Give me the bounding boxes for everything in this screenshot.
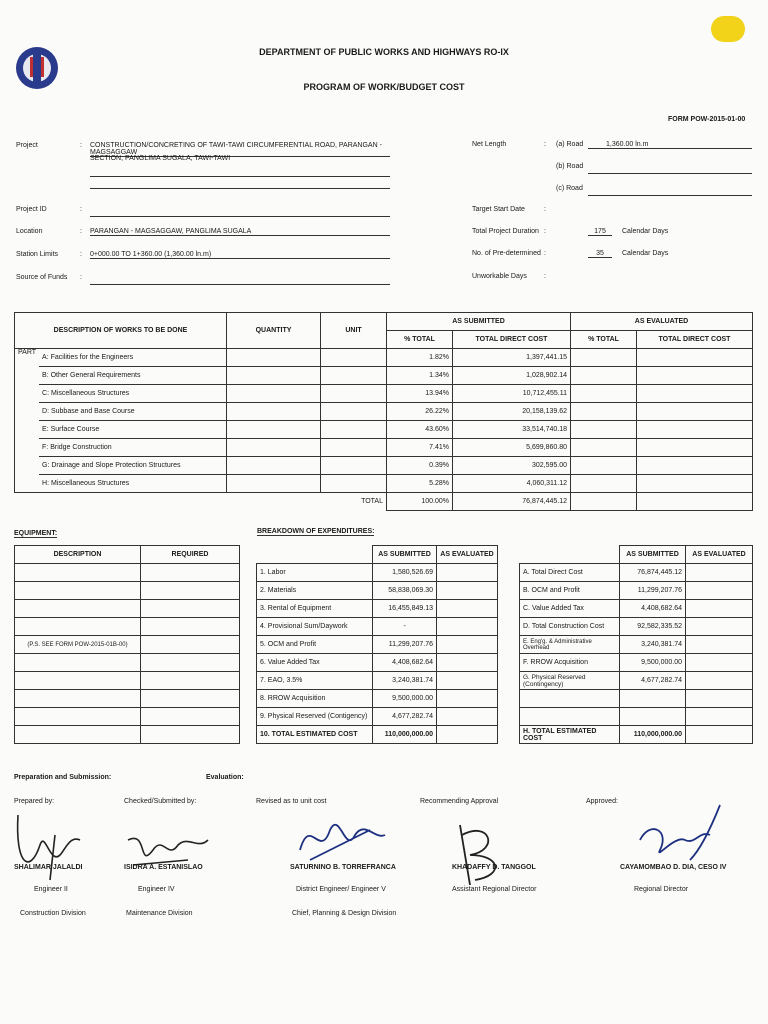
signatory-1-title: Engineer II xyxy=(34,886,68,893)
bd-total-value: 110,000,000.00 xyxy=(620,726,686,744)
bd-value: 58,838,069.30 xyxy=(373,582,437,600)
revised-label: Revised as to unit cost xyxy=(256,798,327,805)
equipment-desc-header: DESCRIPTION xyxy=(15,546,141,564)
eval-total-direct-cost-header: TOTAL DIRECT COST xyxy=(637,331,753,349)
bd-right-submitted-header: AS SUBMITTED xyxy=(620,546,686,564)
location-value: PARANGAN - MAGSAGGAW, PANGLIMA SUGALA xyxy=(90,228,390,236)
signatory-5-title: Regional Director xyxy=(634,886,689,893)
signatory-3-title: District Engineer/ Engineer V xyxy=(296,886,386,893)
bd-value: 4,408,682.64 xyxy=(373,654,437,672)
bd-label: 2. Materials xyxy=(257,582,373,600)
road-a-value: 1,360.00 ln.m xyxy=(588,141,752,149)
as-submitted-header: AS SUBMITTED xyxy=(387,313,571,331)
bd-label: D. Total Construction Cost xyxy=(520,618,620,636)
duration-label: Total Project Duration xyxy=(472,228,539,235)
equipment-table xyxy=(14,545,240,744)
bd-label: 5. OCM and Profit xyxy=(257,636,373,654)
bd-value: 11,299,207.76 xyxy=(373,636,437,654)
bd-label: 9. Physical Reserved (Contigency) xyxy=(257,708,373,726)
breakdown-right-table xyxy=(519,545,753,744)
table-row xyxy=(15,475,753,493)
unworkable-label: Unworkable Days xyxy=(472,273,527,280)
net-length-label: Net Length xyxy=(472,141,507,148)
signatory-5-name: CAYAMOMBAO D. DIA, CESO IV xyxy=(620,864,727,871)
recommending-label: Recommending Approval xyxy=(420,798,499,805)
page-title: PROGRAM OF WORK/BUDGET COST xyxy=(303,82,465,92)
project-value-line2: SECTION, PANGLIMA SUGALA, TAWI-TAWI xyxy=(90,155,390,177)
equipment-note: (P.S. SEE FORM POW-2015-01B-00) xyxy=(15,636,141,654)
row-desc: E: Surface Course xyxy=(39,421,226,439)
col-qty-header: QUANTITY xyxy=(227,313,321,349)
predetermined-value: 35 xyxy=(588,250,612,258)
bd-value: - xyxy=(373,618,437,636)
row-cost: 1,028,902.14 xyxy=(453,367,571,385)
signatory-2-title: Engineer IV xyxy=(138,886,175,893)
row-desc: A: Facilities for the Engineers xyxy=(39,349,226,367)
pct-total-header: % TOTAL xyxy=(387,331,453,349)
predetermined-unit: Calendar Days xyxy=(622,250,669,257)
total-cost: 76,874,445.12 xyxy=(453,493,571,511)
signature-3 xyxy=(290,810,390,870)
signatory-1-name: SHALIMAR JALALDI xyxy=(14,864,83,871)
bd-value: 4,677,282.74 xyxy=(620,672,686,690)
signature-5 xyxy=(630,800,740,870)
row-cost: 1,397,441.15 xyxy=(453,349,571,367)
station-limits-value: 0+000.00 TO 1+360.00 (1,360.00 ln.m) xyxy=(90,251,390,259)
bd-value: 4,677,282.74 xyxy=(373,708,437,726)
bd-value: 76,874,445.12 xyxy=(620,564,686,582)
road-c-label: (c) Road xyxy=(556,185,583,192)
bd-value: 3,240,381.74 xyxy=(620,636,686,654)
bd-value: 1,580,526.69 xyxy=(373,564,437,582)
breakdown-left-table xyxy=(256,545,498,744)
as-evaluated-header: AS EVALUATED xyxy=(571,313,753,331)
works-table xyxy=(14,312,753,511)
bd-value: 4,408,682.64 xyxy=(620,600,686,618)
bd-total-label: 10. TOTAL ESTIMATED COST xyxy=(257,726,373,744)
col-unit-header: UNIT xyxy=(321,313,387,349)
station-limits-label: Station Limits xyxy=(16,251,59,258)
location-label: Location xyxy=(16,228,43,235)
total-direct-cost-header: TOTAL DIRECT COST xyxy=(453,331,571,349)
bd-left-evaluated-header: AS EVALUATED xyxy=(437,546,498,564)
row-desc: B: Other General Requirements xyxy=(39,367,226,385)
row-pct: 7.41% xyxy=(387,439,453,457)
bd-label: G. Physical Reserved (Contingency) xyxy=(520,672,620,690)
evaluation-title: Evaluation: xyxy=(206,774,244,781)
equipment-title: EQUIPMENT: xyxy=(14,530,58,537)
row-cost: 4,060,311.12 xyxy=(453,475,571,493)
eval-pct-total-header: % TOTAL xyxy=(571,331,637,349)
row-pct: 1.82% xyxy=(387,349,453,367)
table-row xyxy=(15,439,753,457)
table-row xyxy=(15,349,753,367)
equipment-req-header: REQUIRED xyxy=(141,546,240,564)
target-start-label: Target Start Date xyxy=(472,206,525,213)
project-value-line1: CONSTRUCTION/CONCRETING OF TAWI-TAWI CIRCUMFERENTIAL ROAD, PARANGAN - MAGSAGGAW xyxy=(90,142,390,157)
preparation-title: Preparation and Submission: xyxy=(14,774,112,781)
signature-4 xyxy=(450,815,520,895)
row-pct: 26.22% xyxy=(387,403,453,421)
bd-value: 9,500,000.00 xyxy=(373,690,437,708)
bd-label: E. Eng'g. & Administrative Overhead xyxy=(520,636,620,654)
signatory-4-name: KHADAFFY D. TANGGOL xyxy=(452,864,536,871)
signatory-1-division: Construction Division xyxy=(20,910,86,917)
table-row xyxy=(15,457,753,475)
bd-label: 4. Provisional Sum/Daywork xyxy=(257,618,373,636)
bd-value: 3,240,381.74 xyxy=(373,672,437,690)
yellow-sticky-tab xyxy=(711,16,745,42)
bd-total-value: 110,000,000.00 xyxy=(373,726,437,744)
row-pct: 1.34% xyxy=(387,367,453,385)
bd-label: 3. Rental of Equipment xyxy=(257,600,373,618)
table-row xyxy=(15,421,753,439)
bd-label: F. RROW Acquisition xyxy=(520,654,620,672)
breakdown-title: BREAKDOWN OF EXPENDITURES: xyxy=(257,528,375,535)
form-number: FORM POW-2015-01-00 xyxy=(668,116,746,123)
row-cost: 33,514,740.18 xyxy=(453,421,571,439)
signatory-3-division: Chief, Planning & Design Division xyxy=(292,910,397,917)
duration-unit: Calendar Days xyxy=(622,228,669,235)
signatory-2-division: Maintenance Division xyxy=(126,910,193,917)
bd-right-evaluated-header: AS EVALUATED xyxy=(686,546,753,564)
bd-label: C. Value Added Tax xyxy=(520,600,620,618)
part-label: PART xyxy=(15,349,40,493)
bd-value: 92,582,335.52 xyxy=(620,618,686,636)
predetermined-label: No. of Pre-determined xyxy=(472,250,541,257)
row-desc: C: Miscellaneous Structures xyxy=(39,385,226,403)
total-label: TOTAL xyxy=(15,493,387,511)
row-pct: 13.94% xyxy=(387,385,453,403)
duration-value: 175 xyxy=(588,228,612,236)
project-label: Project xyxy=(16,142,38,149)
bd-value: 9,500,000.00 xyxy=(620,654,686,672)
prepared-by-label: Prepared by: xyxy=(14,798,55,805)
bd-label: A. Total Direct Cost xyxy=(520,564,620,582)
road-a-label: (a) Road xyxy=(556,141,584,148)
row-desc: H: Miscellaneous Structures xyxy=(39,475,226,493)
bd-label: B. OCM and Profit xyxy=(520,582,620,600)
bd-label: 8. RROW Acquisition xyxy=(257,690,373,708)
bd-total-label: H. TOTAL ESTIMATED COST xyxy=(520,726,620,744)
row-pct: 0.39% xyxy=(387,457,453,475)
signature-2 xyxy=(118,820,218,880)
row-cost: 20,158,139.62 xyxy=(453,403,571,421)
bd-label: 6. Value Added Tax xyxy=(257,654,373,672)
signatory-4-title: Assistant Regional Director xyxy=(452,886,537,893)
table-row xyxy=(15,367,753,385)
department-header: DEPARTMENT OF PUBLIC WORKS AND HIGHWAYS RO-IX xyxy=(259,47,509,57)
row-cost: 10,712,455.11 xyxy=(453,385,571,403)
signature-1 xyxy=(10,805,100,885)
col-desc-header: DESCRIPTION OF WORKS TO BE DONE xyxy=(15,313,227,349)
source-of-funds-label: Source of Funds xyxy=(16,274,68,281)
row-desc: G: Drainage and Slope Protection Structures xyxy=(39,457,226,475)
project-id-label: Project ID xyxy=(16,206,47,213)
total-row xyxy=(15,493,753,511)
row-desc: D: Subbase and Base Course xyxy=(39,403,226,421)
bd-label: 1. Labor xyxy=(257,564,373,582)
row-pct: 5.28% xyxy=(387,475,453,493)
row-cost: 5,699,860.80 xyxy=(453,439,571,457)
table-row xyxy=(15,385,753,403)
row-desc: F: Bridge Construction xyxy=(39,439,226,457)
signatory-2-name: ISIDRA A. ESTANISLAO xyxy=(124,864,203,871)
approved-label: Approved: xyxy=(586,798,618,805)
road-b-label: (b) Road xyxy=(556,163,584,170)
table-row xyxy=(15,403,753,421)
total-pct: 100.00% xyxy=(387,493,453,511)
signatory-3-name: SATURNINO B. TORREFRANCA xyxy=(290,864,396,871)
bd-value: 16,455,849.13 xyxy=(373,600,437,618)
bd-value: 11,299,207.76 xyxy=(620,582,686,600)
checked-by-label: Checked/Submitted by: xyxy=(124,798,197,805)
row-cost: 302,595.00 xyxy=(453,457,571,475)
bd-left-submitted-header: AS SUBMITTED xyxy=(373,546,437,564)
bd-label: 7. EAO, 3.5% xyxy=(257,672,373,690)
row-pct: 43.60% xyxy=(387,421,453,439)
